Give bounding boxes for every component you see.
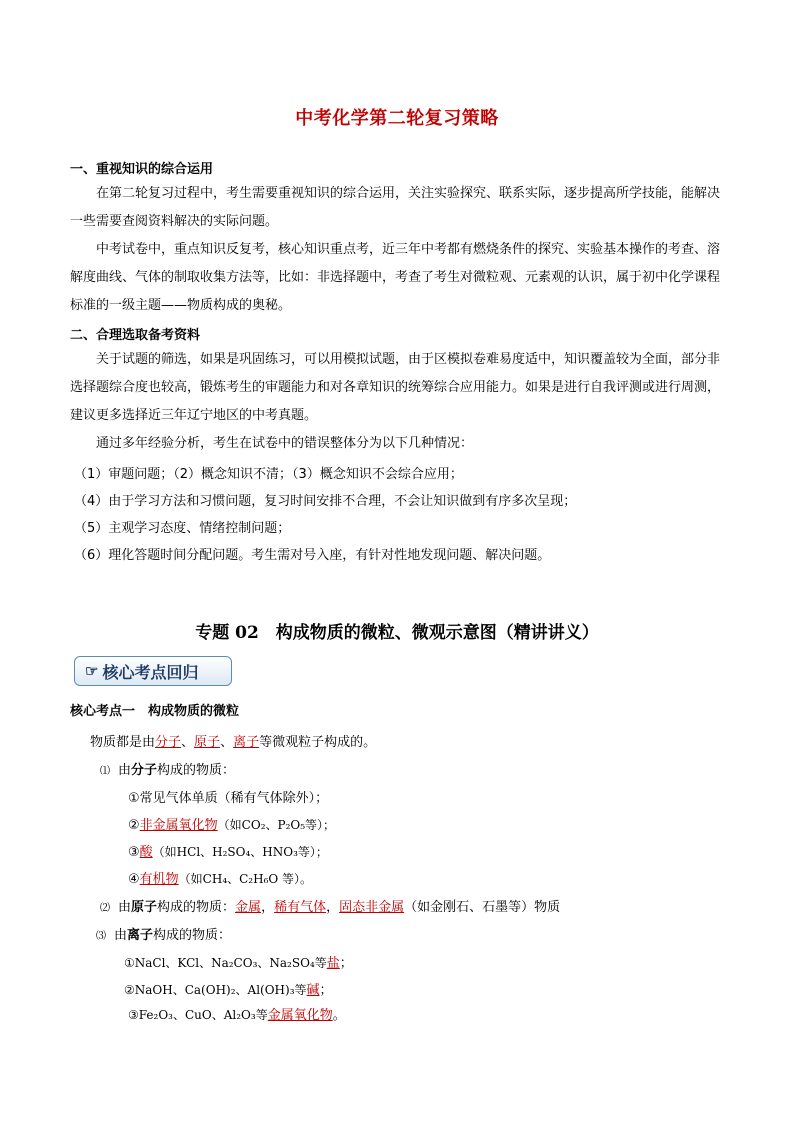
term-metal: 金属 xyxy=(235,900,262,915)
term-solid-nonmetal: 固态非金属 xyxy=(339,900,405,915)
ion-heading xyxy=(96,924,231,943)
ion-item-3 xyxy=(128,1004,346,1023)
section2-p2-text: 通过多年经验分析，考生在试卷中的错误整体分为以下几种情况： xyxy=(96,436,474,451)
intro-pre: 物质都是由 xyxy=(90,735,156,750)
atom-heading xyxy=(100,896,560,915)
error-item-2: （4）由于学习方法和习惯问题，复习时间安排不合理，不会让知识做到有序多次呈现； xyxy=(74,494,577,509)
molecule-item-1: ①常见气体单质（稀有气体除外）； xyxy=(128,791,329,806)
page-title: 中考化学第二轮复习策略 xyxy=(295,108,499,129)
molecule-item-4 xyxy=(128,868,312,887)
error-item-4: （6）理化答题时间分配问题。考生需对号入座，有针对性地发现问题、解决问题。 xyxy=(74,548,551,563)
section1-p2-text: 中考试卷中，重点知识反复考，核心知识重点考，近三年中考都有燃烧条件的探究、实验基本操作的考查、溶解度曲线、气体的制取收集方法等，比如：非选择题中，考查了考生对微粒观、元素观的认识，属于初中化学课程标准的一级主题——物质构成的奥秘。 xyxy=(70,242,721,313)
mol-i3-b: （如HCl、H₂SO₄、HNO₃等）； xyxy=(152,845,328,859)
mol-i3-a: ③ xyxy=(128,845,140,860)
atom-s1: ， xyxy=(261,900,275,915)
mol-i2-b: （如CO₂、P₂O₅等）； xyxy=(217,818,336,832)
atom-bold: 原子 xyxy=(131,900,158,915)
molecule-pre: 由 xyxy=(118,763,132,778)
term-salt: 盐 xyxy=(326,956,340,971)
ion-i1-a: ①NaCl、KCl、Na₂CO₃、Na₂SO₄等 xyxy=(124,956,327,970)
ion-item-1 xyxy=(124,952,353,971)
molecule-num: ⑴ xyxy=(100,766,110,777)
term-metal-oxide: 金属氧化物 xyxy=(267,1008,333,1023)
term-base: 碱 xyxy=(306,983,320,998)
section1-p1-text: 在第二轮复习过程中，考生需要重视知识的综合运用，关注实验探究、联系实际，逐步提高所学技能，能解决一些需要查阅资料解决的实际问题。 xyxy=(70,186,721,229)
term-molecule: 分子 xyxy=(155,735,182,750)
term-organic: 有机物 xyxy=(139,872,179,887)
intro-sep2: 、 xyxy=(220,735,234,750)
term-noble-gas: 稀有气体 xyxy=(274,900,327,915)
ion-i1-b: ； xyxy=(339,956,353,971)
molecule-post: 构成的物质： xyxy=(157,763,236,778)
ion-bold: 离子 xyxy=(127,928,154,943)
mol-i4-a: ④ xyxy=(128,872,140,887)
section2-p1-text: 关于试题的筛选，如果是巩固练习，可以用模拟试题，由于区模拟卷难易度适中，知识覆盖较为全面，部分非选择题综合度也较高，锻炼考生的审题能力和对各章知识的统筹综合应用能力。如果是进行自我评测或进行周测，建议更多选择近三年辽宁地区的中考真题。 xyxy=(70,352,721,423)
atom-pre: 由 xyxy=(118,900,132,915)
intro-post: 等微观粒子构成的。 xyxy=(259,735,377,750)
ion-i3-b: 。 xyxy=(332,1008,346,1023)
atom-tail: （如金刚石、石墨等）物质 xyxy=(404,900,561,915)
section1-paragraph2 xyxy=(70,236,730,320)
atom-post: 构成的物质： xyxy=(157,900,236,915)
mol-i2-a: ② xyxy=(128,818,140,833)
ion-pre: 由 xyxy=(114,928,128,943)
ion-post: 构成的物质： xyxy=(153,928,232,943)
topic-title: 专题 02 构成物质的微粒、微观示意图（精讲讲义） xyxy=(195,623,599,643)
ion-i2-a: ②NaOH、Ca(OH)₂、Al(OH)₃等 xyxy=(124,983,307,997)
atom-s2: ， xyxy=(326,900,340,915)
section1-heading: 一、重视知识的综合运用 xyxy=(70,162,214,177)
ion-i2-b: ； xyxy=(319,983,333,998)
molecule-item-3 xyxy=(128,841,328,860)
ion-item-2 xyxy=(124,979,333,998)
term-acid: 酸 xyxy=(139,845,153,860)
error-item-1: （1）审题问题；（2）概念知识不清；（3）概念知识不会综合应用； xyxy=(74,467,463,482)
key-point-heading: 核心考点一 构成物质的微粒 xyxy=(70,704,240,719)
section2-heading: 二、合理选取备考资料 xyxy=(70,328,201,343)
section2-paragraph1 xyxy=(70,346,730,430)
mol-i4-b: （如CH₄、C₂H₆O 等）。 xyxy=(178,872,313,886)
atom-num: ⑵ xyxy=(100,903,110,914)
molecule-heading xyxy=(100,759,235,778)
term-atom: 原子 xyxy=(194,735,221,750)
intro-sep1: 、 xyxy=(181,735,195,750)
error-item-3: （5）主观学习态度、情绪控制问题； xyxy=(74,521,291,536)
term-ion: 离子 xyxy=(233,735,260,750)
ion-num: ⑶ xyxy=(96,931,106,942)
molecule-bold: 分子 xyxy=(131,763,158,778)
section1-paragraph1 xyxy=(70,180,730,236)
molecule-item-2 xyxy=(128,814,335,833)
core-review-badge xyxy=(74,656,232,686)
pointing-hand-icon: ☞ xyxy=(85,662,99,680)
badge-label: 核心考点回归 xyxy=(102,662,199,682)
term-nonmetal-oxide: 非金属氧化物 xyxy=(139,818,218,833)
ion-i3-a: ③Fe₂O₃、CuO、Al₂O₃等 xyxy=(128,1008,268,1022)
section2-paragraph2 xyxy=(70,430,730,458)
intro-line xyxy=(90,731,376,750)
